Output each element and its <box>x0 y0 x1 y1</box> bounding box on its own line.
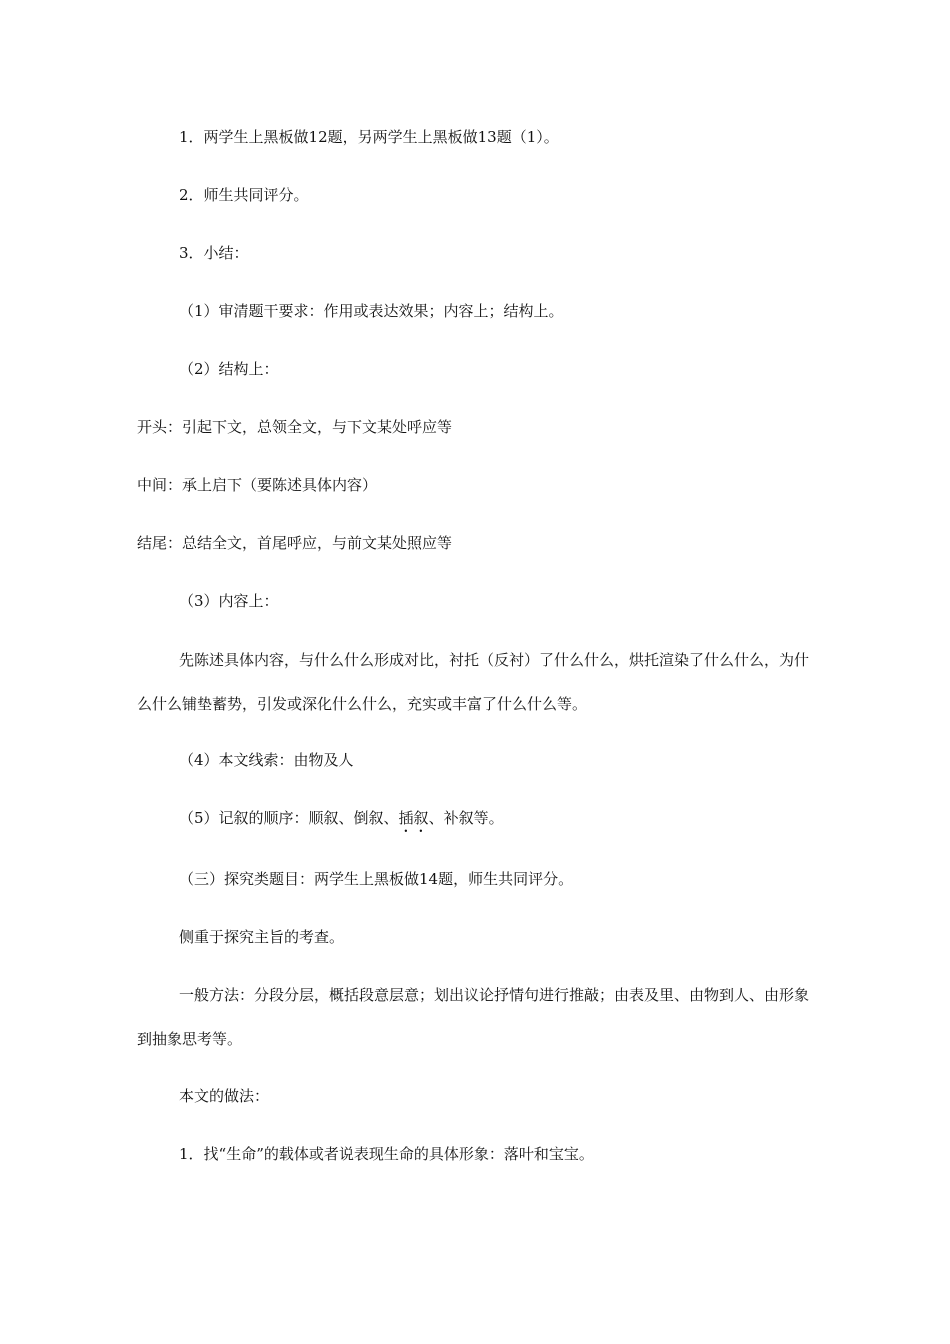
paragraph-summary-heading: 3．小结： <box>179 244 249 262</box>
paragraph-clue: （4）本文线索：由物及人 <box>179 751 354 769</box>
narrative-order-emphasis: 插叙 <box>398 809 429 827</box>
paragraph-general-method: 一般方法：分段分层，概括段意层意；划出议论抒情句进行推敲；由表及里、由物到人、由形象到抽象思考等。 <box>137 986 810 1048</box>
paragraph-blackboard-task: 1．两学生上黑板做12题，另两学生上黑板做13题（1）。 <box>179 128 559 146</box>
paragraph-structure-middle: 中间：承上启下（要陈述具体内容） <box>137 476 378 494</box>
paragraph-content-body: 先陈述具体内容，与什么什么形成对比，衬托（反衬）了什么什么，烘托渲染了什么什么，为什么什么铺垫蓄势，引发或深化什么什么，充实或丰富了什么什么等。 <box>137 651 810 713</box>
paragraph-find-life-carrier: 1．找“生命”的载体或者说表现生命的具体形象：落叶和宝宝。 <box>179 1145 594 1163</box>
narrative-order-text: （5）记叙的顺序：顺叙、倒叙、 <box>179 809 399 827</box>
paragraph-this-text-method: 本文的做法： <box>179 1087 270 1105</box>
paragraph-theme-focus: 侧重于探究主旨的考查。 <box>179 928 345 946</box>
paragraph-requirement-1: （1）审清题干要求：作用或表达效果；内容上；结构上。 <box>179 302 564 320</box>
paragraph-structure-beginning: 开头：引起下文，总领全文，与下文某处呼应等 <box>137 418 453 436</box>
paragraph-joint-grading: 2．师生共同评分。 <box>179 186 309 204</box>
paragraph-exploration-section: （三）探究类题目：两学生上黑板做14题，师生共同评分。 <box>179 870 574 888</box>
paragraph-structure-heading: （2）结构上： <box>179 360 279 378</box>
narrative-order-text-end: 、补叙等。 <box>428 809 504 827</box>
paragraph-content-heading: （3）内容上： <box>179 592 279 610</box>
paragraph-narrative-order <box>137 796 817 840</box>
paragraph-structure-ending: 结尾：总结全文，首尾呼应，与前文某处照应等 <box>137 534 453 552</box>
